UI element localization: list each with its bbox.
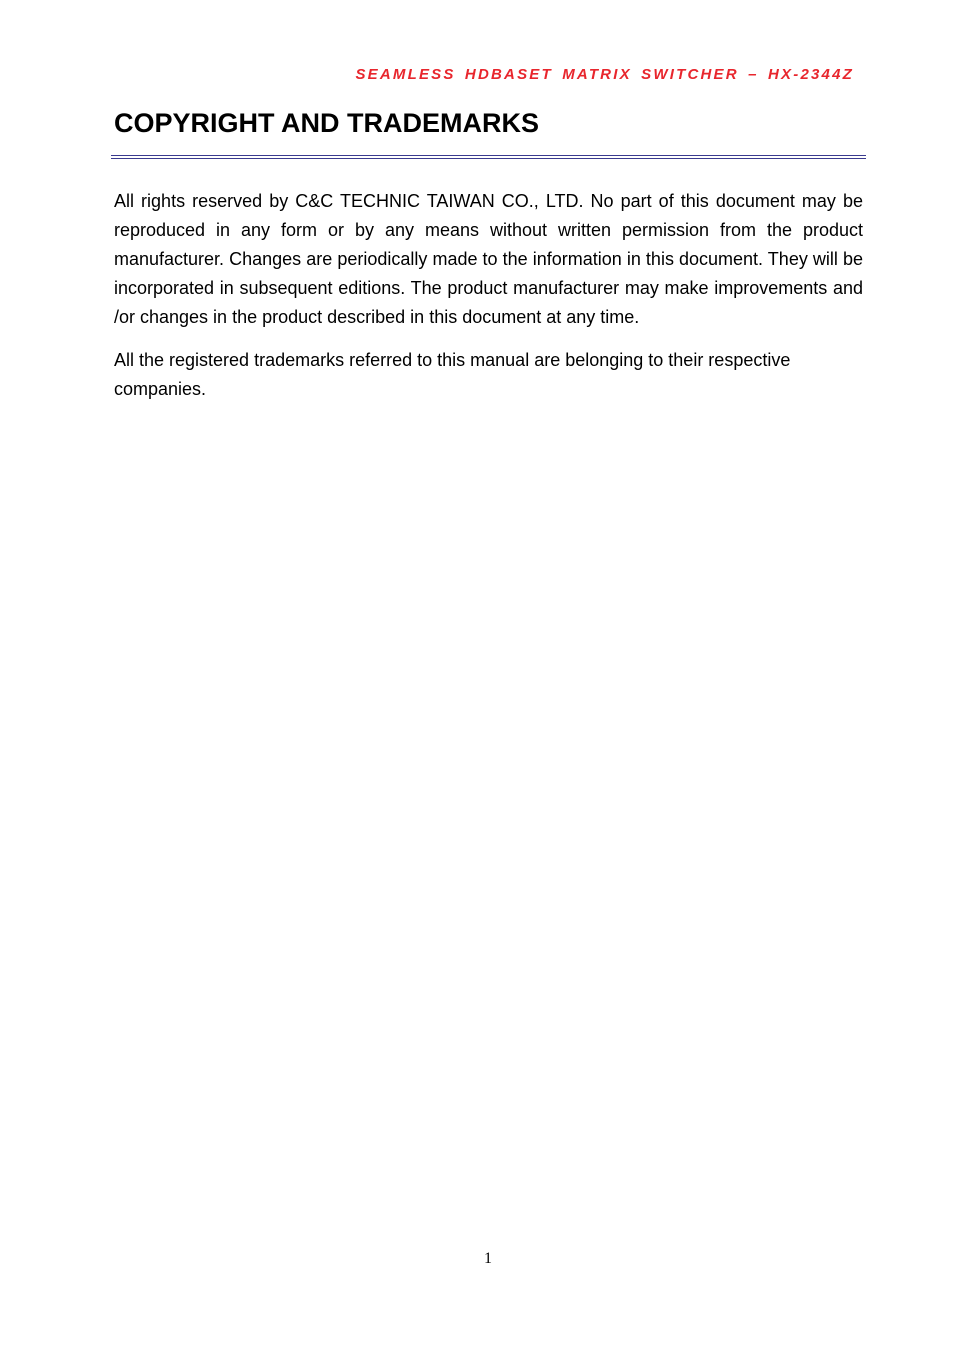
page-title: COPYRIGHT AND TRADEMARKS — [114, 108, 539, 138]
running-header: SEAMLESS HDBASET MATRIX SWITCHER – HX-2344Z — [355, 66, 854, 83]
trademark-paragraph: All the registered trademarks referred to this manual are belonging to their respective companies. — [114, 350, 791, 399]
title-divider — [111, 155, 866, 159]
title-divider-line-top — [111, 155, 866, 156]
title-divider-line-bottom — [111, 158, 866, 159]
copyright-paragraph: All rights reserved by C&C TECHNIC TAIWAN CO., LTD. No part of this document may be reproduced in any form or by any means without written permission from the product manufacturer. Changes are periodically made to the information in this document. They will be incorporated in subsequent editions. The product manufacturer may make improvements and /or changes in the product described in this document at any time. — [114, 191, 863, 327]
page-number: 1 — [484, 1250, 492, 1267]
